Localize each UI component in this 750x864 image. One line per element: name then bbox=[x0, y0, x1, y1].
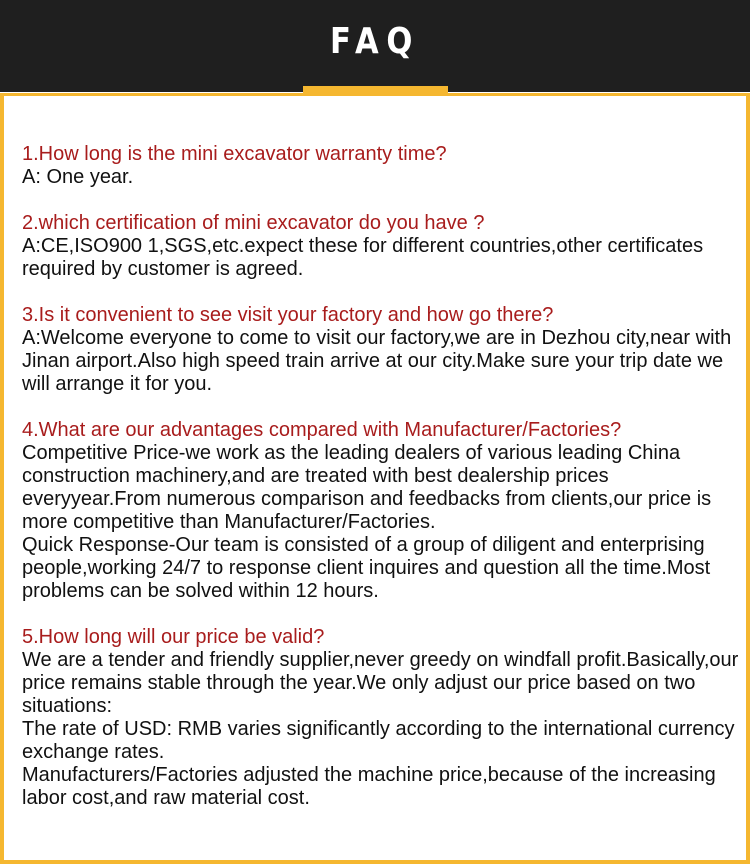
faq-answer-2 bbox=[22, 235, 742, 281]
faq-answer-5-paragraph-2: The rate of USD: RMB varies significantly according to the international currency exchange rates. bbox=[22, 718, 735, 763]
faq-answer-5-paragraph-1: We are a tender and friendly supplier,never greedy on windfall profit.Basically,our price remains stable through the year.We only adjust our price based on two situations: bbox=[22, 649, 739, 717]
faq-question-4: 4.What are our advantages compared with Manufacturer/Factories? bbox=[22, 419, 622, 441]
faq-question-3: 3.Is it convenient to see visit your factory and how go there? bbox=[22, 304, 554, 326]
faq-header bbox=[0, 0, 750, 92]
page-title: FAQ bbox=[329, 21, 421, 62]
faq-item-4 bbox=[22, 419, 742, 603]
faq-question-1: 1.How long is the mini excavator warranty time? bbox=[22, 143, 447, 165]
faq-answer-4-paragraph-3: Quick Response-Our team is consisted of a group of diligent and enterprising people,working 24/7 to response client inquires and question all the time.Most problems can be solved within 12 hours. bbox=[22, 534, 711, 602]
faq-answer-4-paragraph-1: Competitive Price-we work as the leading dealers of various leading China bbox=[22, 442, 681, 464]
faq-answer-4-paragraph-2: construction machinery,and are treated with best dealership prices everyyear.From numerous comparison and feedbacks from clients,our price is more competitive than Manufacturer/Factories. bbox=[22, 465, 712, 533]
faq-list bbox=[22, 143, 742, 833]
faq-answer-2-paragraph-1: A:CE,ISO900 1,SGS,etc.expect these for different countries,other certificates required by customer is agreed. bbox=[22, 235, 704, 280]
faq-question-5: 5.How long will our price be valid? bbox=[22, 626, 325, 648]
faq-item-5 bbox=[22, 626, 742, 810]
faq-answer-3 bbox=[22, 327, 742, 396]
faq-answer-3-paragraph-1: A:Welcome everyone to come to visit our factory,we are in Dezhou city,near with Jinan airport.Also high speed train arrive at our city.Make sure your trip date we will arrange it for you. bbox=[22, 327, 732, 395]
faq-question-2: 2.which certification of mini excavator do you have ? bbox=[22, 212, 485, 234]
faq-answer-1-paragraph-1: A: One year. bbox=[22, 166, 134, 188]
faq-answer-1 bbox=[22, 166, 742, 189]
faq-item-2 bbox=[22, 212, 742, 281]
faq-answer-5-paragraph-3: Manufacturers/Factories adjusted the machine price,because of the increasing labor cost,and raw material cost. bbox=[22, 764, 716, 809]
faq-answer-4 bbox=[22, 442, 742, 603]
header-accent-bar bbox=[303, 86, 448, 93]
faq-answer-5 bbox=[22, 649, 742, 810]
faq-item-1 bbox=[22, 143, 742, 189]
faq-item-3 bbox=[22, 304, 742, 396]
